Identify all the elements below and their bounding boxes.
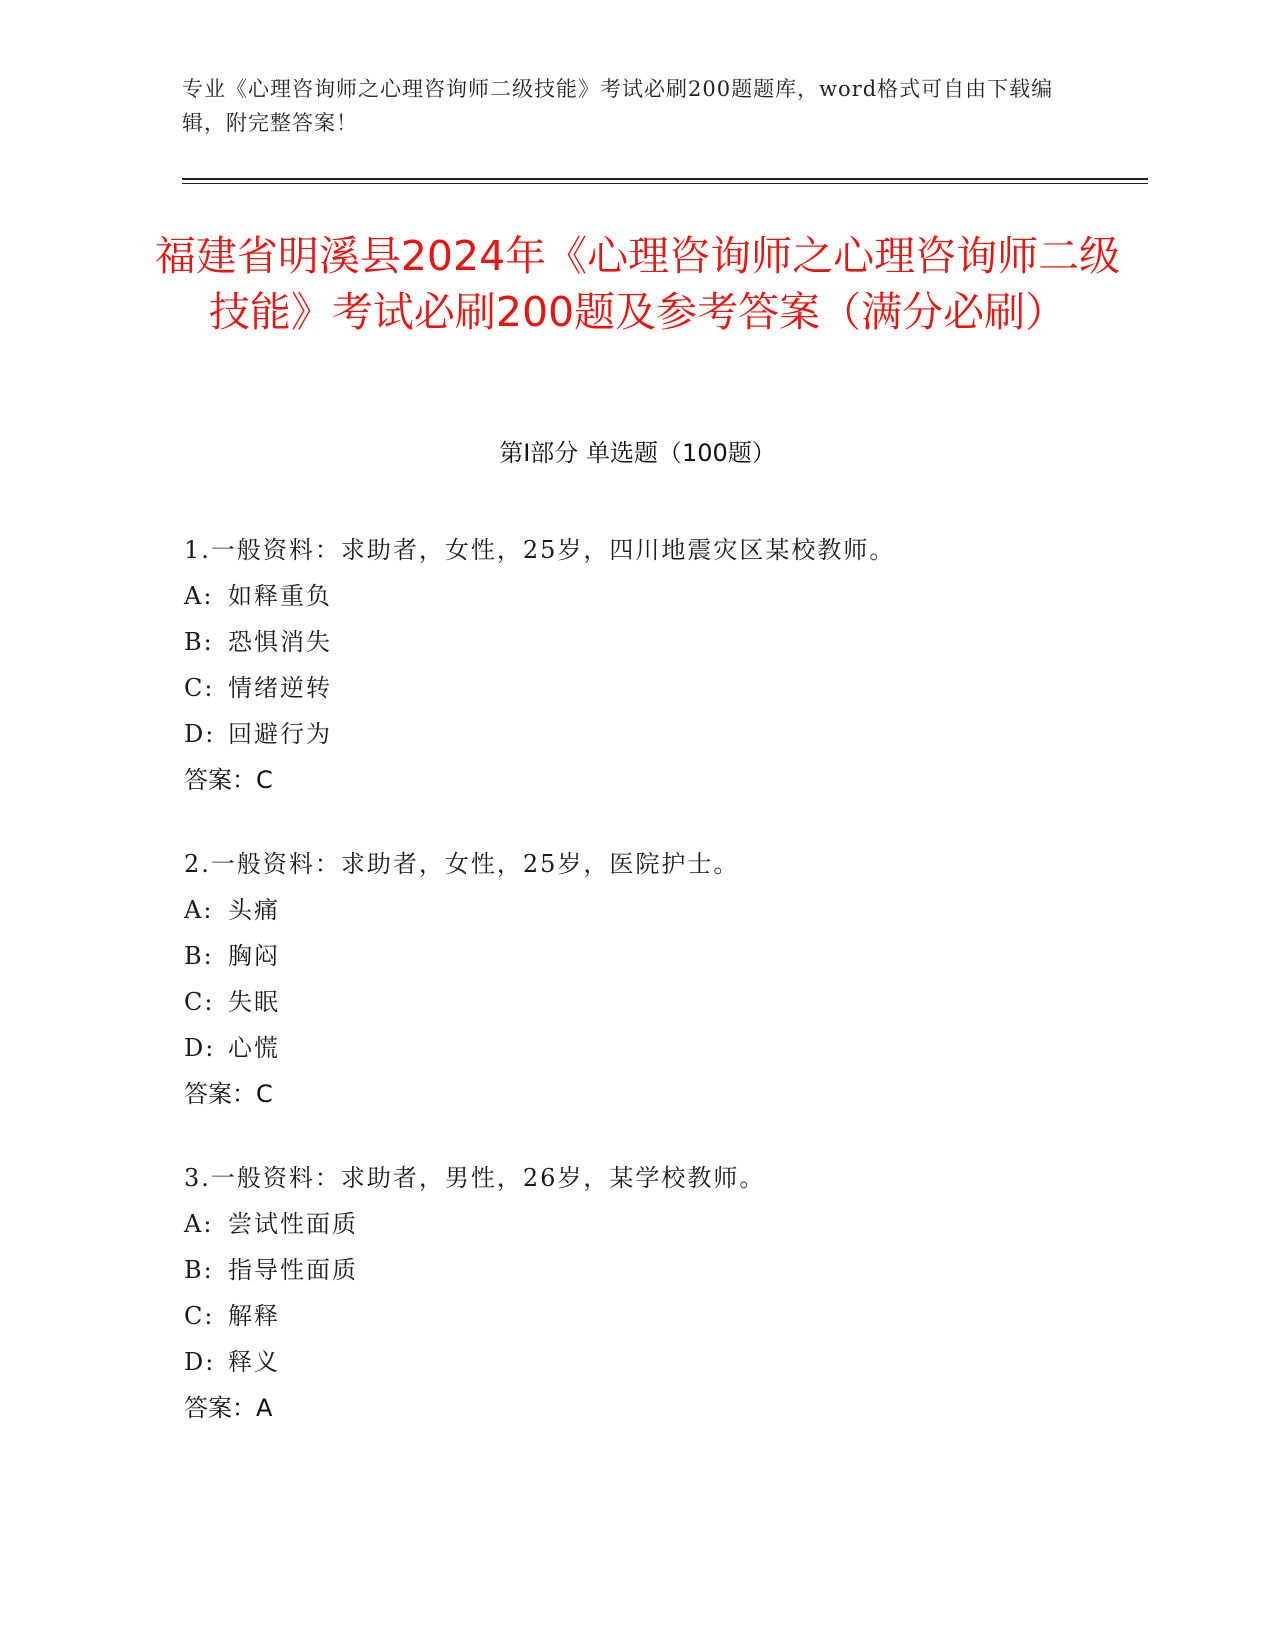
option-text: 头痛 [228,896,280,924]
option-key: D: [184,720,216,748]
option-d [184,1025,1134,1071]
option-text: 失眠 [228,988,280,1016]
option-b [184,619,1134,665]
header-divider-thin [182,183,1148,184]
question-stem: 2.一般资料：求助者，女性，25岁，医院护士。 [184,850,740,878]
option-text: 回避行为 [228,720,332,748]
option-text: 如释重负 [228,582,332,610]
option-c [184,665,1134,711]
option-key: A: [184,582,214,610]
option-key: A: [184,1210,214,1238]
option-key: A: [184,896,214,924]
option-b [184,1247,1134,1293]
option-key: C: [184,1302,215,1330]
option-text: 恐惧消失 [228,628,332,656]
option-key: C: [184,988,215,1016]
question-stem: 1.一般资料：求助者，女性，25岁，四川地震灾区某校教师。 [184,536,896,564]
option-text: 指导性面质 [228,1256,358,1284]
answer-line: 答案：C [184,766,273,794]
option-key: B: [184,942,214,970]
document-title: 福建省明溪县2024年《心理咨询师之心理咨询师二级技能》考试必刷200题及参考答案（满分必刷） [154,232,1121,336]
question-list [184,527,1134,1469]
option-d [184,1339,1134,1385]
option-a [184,573,1134,619]
option-text: 胸闷 [228,942,280,970]
option-text: 心慌 [228,1034,280,1062]
option-b [184,933,1134,979]
option-text: 情绪逆转 [228,674,332,702]
option-key: B: [184,1256,214,1284]
option-text: 解释 [228,1302,280,1330]
option-c [184,979,1134,1025]
option-d [184,711,1134,757]
option-key: D: [184,1034,216,1062]
header-note: 专业《心理咨询师之心理咨询师二级技能》考试必刷200题题库，word格式可自由下载编辑，附完整答案！ [182,77,1054,135]
question-2 [184,841,1134,1117]
answer-line: 答案：C [184,1080,273,1108]
option-key: B: [184,628,214,656]
question-stem: 3.一般资料：求助者，男性，26岁，某学校教师。 [184,1164,766,1192]
option-a [184,1201,1134,1247]
section-title: 第Ⅰ部分 单选题（100题） [499,439,776,467]
header-divider-thick [182,178,1148,180]
question-3 [184,1155,1134,1431]
option-key: D: [184,1348,216,1376]
option-a [184,887,1134,933]
answer-line: 答案：A [184,1394,273,1422]
option-text: 尝试性面质 [228,1210,358,1238]
question-1 [184,527,1134,803]
option-c [184,1293,1134,1339]
option-key: C: [184,674,215,702]
option-text: 释义 [228,1348,280,1376]
